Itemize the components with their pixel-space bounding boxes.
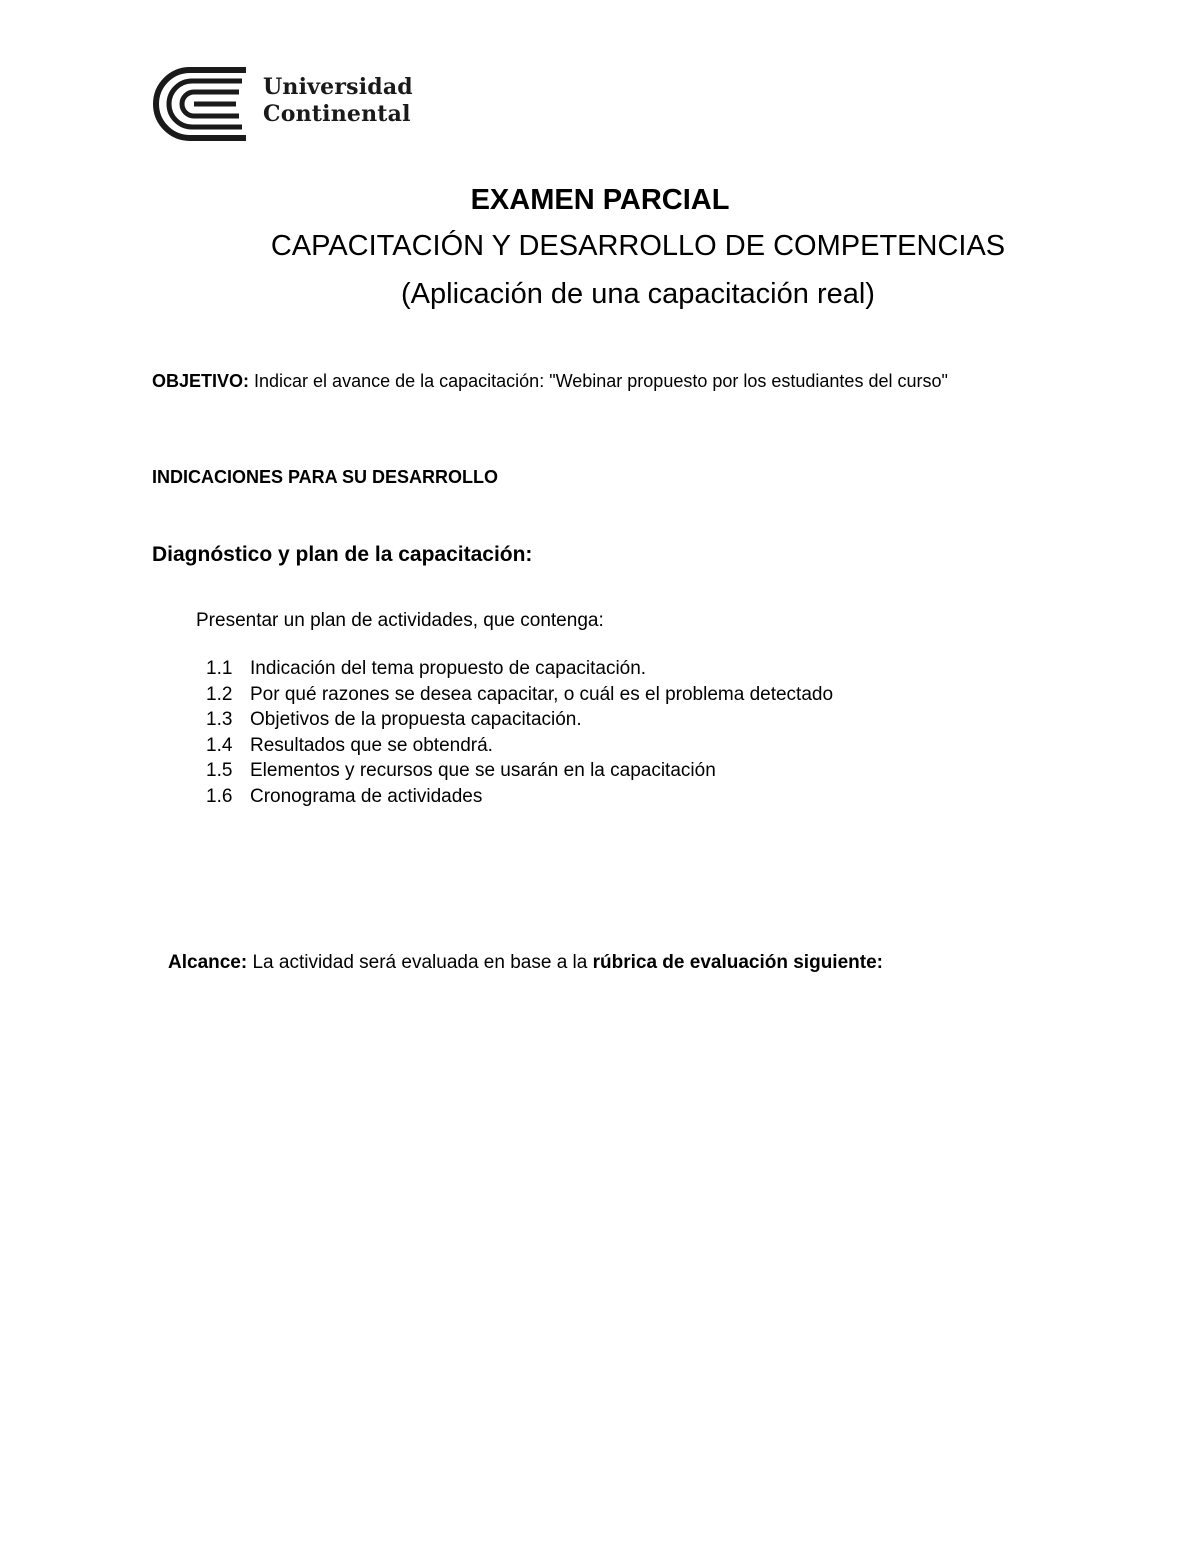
document-subtitle: CAPACITACIÓN Y DESARROLLO DE COMPETENCIAS: [270, 230, 1006, 262]
list-item-text: Elementos y recursos que se usarán en la capacitación: [250, 760, 716, 781]
document-subtitle-note: (Aplicación de una capacitación real): [401, 278, 875, 310]
document-title: EXAMEN PARCIAL: [470, 184, 730, 216]
section-heading: Diagnóstico y plan de la capacitación:: [152, 543, 533, 566]
logo-line-2: Continental: [263, 101, 411, 127]
scope-text: La actividad será evaluada en base a la: [247, 952, 593, 973]
list-item-text: Indicación del tema propuesto de capacitación.: [250, 658, 647, 679]
list-item: [206, 733, 833, 759]
list-item-text: Objetivos de la propuesta capacitación.: [250, 709, 582, 730]
list-item-number: 1.5: [206, 760, 233, 781]
objective-paragraph: [152, 369, 948, 393]
list-item-number: 1.1: [206, 658, 233, 679]
list-item: [206, 682, 833, 708]
list-item-number: 1.6: [206, 785, 233, 807]
list-item: [206, 758, 833, 784]
logo-line-1: Universidad: [263, 74, 413, 100]
list-item: [206, 656, 833, 682]
list-item-number: 1.4: [206, 734, 233, 756]
scope-label: Alcance:: [168, 952, 248, 973]
list-item-text: Resultados que se obtendrá.: [250, 734, 493, 756]
indications-heading: INDICACIONES PARA SU DESARROLLO: [152, 467, 499, 487]
activity-list: [206, 656, 833, 809]
objective-text: Indicar el avance de la capacitación: "Webinar propuesto por los estudiantes del curso": [249, 371, 948, 391]
objective-label: OBJETIVO:: [152, 371, 250, 391]
intro-paragraph: Presentar un plan de actividades, que contenga:: [196, 610, 604, 631]
list-item-text: Cronograma de actividades: [250, 785, 483, 807]
university-logo-mark-icon: [150, 66, 250, 142]
list-item-number: 1.2: [206, 683, 233, 705]
scope-paragraph: [168, 950, 883, 976]
list-item: [206, 707, 833, 733]
list-item-text: Por qué razones se desea capacitar, o cuál es el problema detectado: [250, 683, 834, 705]
university-logo-text: [263, 74, 413, 128]
scope-emphasis: rúbrica de evaluación siguiente:: [592, 952, 883, 973]
list-item-number: 1.3: [206, 709, 233, 730]
list-item: [206, 784, 833, 810]
university-logo: [150, 66, 420, 142]
